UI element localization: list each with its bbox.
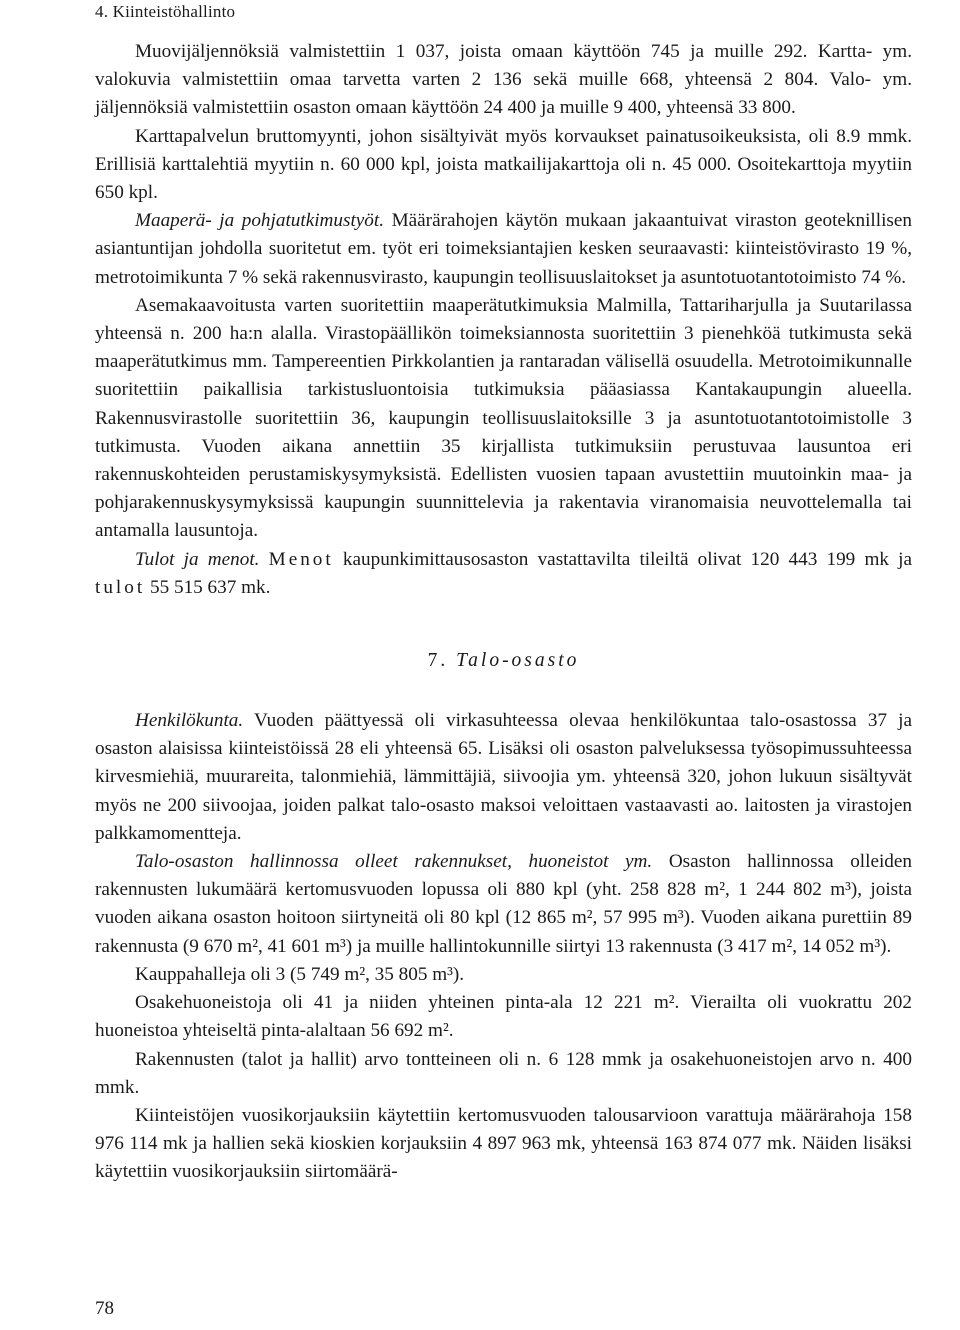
paragraph-reproductions: Muovijäljennöksiä valmistettiin 1 037, joista omaan käyttöön 745 ja muille 292. Kartta- ym. valokuvia valmistettiin omaa tarvetta varten 2 136 sekä muille 668, yhteensä 2 804. Valo- ym. jäljennöksiä valmistettiin osaston omaan käyttöön 24 400 ja muille 9 400, yhteensä 33 800. — [95, 41, 912, 119]
section-number: 7. — [427, 650, 449, 672]
running-header: 4. Kiinteistöhallinto — [95, 2, 236, 21]
paragraph-buildings — [95, 848, 912, 961]
paragraph-text: Vuoden päättyessä oli virkasuhteessa olevaa henkilökuntaa talo-osastossa 37 ja osaston alaisissa kiinteistöissä 28 eli yhteensä 65. Lisäksi oli osaston palveluksessa työsopimussuhteessa kirvesmiehiä, muurareita, talonmiehiä, lämmittäjiä, siivoojia ym. yhteensä 320, johon lukuun sisältyvät myös ne 200 siivoojaa, joiden palkat talo-osasto maksoi veloittaen vastaavasti ao. laitosten ja virastojen palkkamomentteja. — [95, 710, 912, 844]
paragraph-text: kaupunkimittausosaston vastattavilta tileiltä olivat 120 443 199 mk ja — [333, 548, 912, 570]
paragraph-map-sales: Karttapalvelun bruttomyynti, johon sisältyivät myös korvaukset painatusoikeuksista, oli 8.9 mmk. Erillisiä karttalehtiä myytiin n. 60 000 kpl, joista matkailijakarttoja oli n. 45 000. Osoitekarttoja myytiin 650 kpl. — [95, 125, 912, 204]
paragraph-income-expenses — [95, 546, 912, 602]
body-text — [95, 38, 912, 1187]
paragraph-zoning-research: Asemakaavoitusta varten suoritettiin maaperätutkimuksia Malmilla, Tattariharjulla ja Suutarilassa yhteensä n. 200 ha:n alalla. Virastopäällikön toimeksiannosta suoritettiin 3 pienehköä tutkimusta sekä maaperätutkimus mm. Tampereentien Pirkkolantien ja rantaradan välisellä osuudella. Metrotoimikunnalle suoritettiin paikallisia tarkistusluontoisia tutkimuksia pääasiassa Kantakaupungin alueella. Rakennusvirastolle suoritettiin 36, kaupungin teollisuuslaitoksille 3 ja asuntotuotantotoimistolle 3 tutkimusta. Vuoden aikana annettiin 35 kirjallista tutkimuksiin perustuvaa lausuntoa eri rakennuskohteiden perustamiskysymyksistä. Edellisten vuosien tapaan avustettiin muutoinkin maa- ja pohjarakennuskysymyksissä kaupungin suunnittelevia ja rakentavia viranomaisia neuvottelemalla tai antamalla lausuntoja. — [95, 294, 912, 542]
paragraph-building-value: Rakennusten (talot ja hallit) arvo tontteineen oli n. 6 128 mmk ja osakehuoneistojen arvo n. 400 mmk. — [95, 1048, 912, 1098]
paragraph-repairs: Kiinteistöjen vuosikorjauksiin käytettiin kertomusvuoden talousarvioon varattuja määrärahoja 158 976 114 mk ja hallien sekä kioskien korjauksiin 4 897 963 mk, yhteensä 163 874 077 mk. Näiden lisäksi käytettiin vuosikorjauksiin siirtomäärä- — [95, 1104, 912, 1183]
paragraph-text: Määrärahojen käytön mukaan jakaantuivat viraston geoteknillisen asiantuntijan johdolla suoritetut em. työt eri toimeksiantajien kesken seuraavasti: kiinteistövirasto 19 %, metrotoimikunta 7 % sekä rakennusvirasto, kaupungin teollisuuslaitokset ja asuntotuotantotoimisto 74 %. — [95, 210, 913, 288]
paragraph-text: Osaston hallinnossa olleiden rakennusten lukumäärä kertomusvuoden lopussa oli 880 kpl (yht. 258 828 m², 1 244 802 m³), joista vuoden aikana osaston hoitoon siirtyneitä oli 80 kpl (12 865 m², 57 995 m³). Vuoden aikana purettiin 89 rakennusta (9 670 m², 41 601 m³) ja muille hallintokunnille siirtyi 13 rakennusta (3 417 m², 14 052 m³). — [95, 851, 913, 957]
paragraph-apartments: Osakehuoneistoja oli 41 ja niiden yhteinen pinta-ala 12 221 m². Vierailta oli vuokrattu 202 huoneistoa yhteiseltä pinta-alaltaan 56 692 m². — [95, 992, 912, 1042]
section-name: Talo-osasto — [456, 650, 580, 672]
expenses-label: Menot — [268, 548, 334, 570]
paragraph-soil-research — [95, 207, 912, 292]
paragraph-heading: Tulot ja menot. — [135, 548, 260, 570]
page-number: 78 — [95, 1298, 114, 1319]
paragraph-heading: Henkilökunta. — [135, 710, 244, 732]
paragraph-heading: Maaperä- ja pohjatutkimustyöt. — [135, 210, 385, 232]
income-label: tulot — [95, 576, 146, 598]
paragraph-heading: Talo-osaston hallinnossa olleet rakennukset, huoneistot ym. — [135, 851, 653, 873]
paragraph-staff — [95, 707, 912, 848]
paragraph-text: 55 515 637 mk. — [145, 576, 271, 598]
section-title — [95, 647, 912, 675]
paragraph-market-halls: Kauppahalleja oli 3 (5 749 m², 35 805 m³). — [135, 963, 465, 985]
